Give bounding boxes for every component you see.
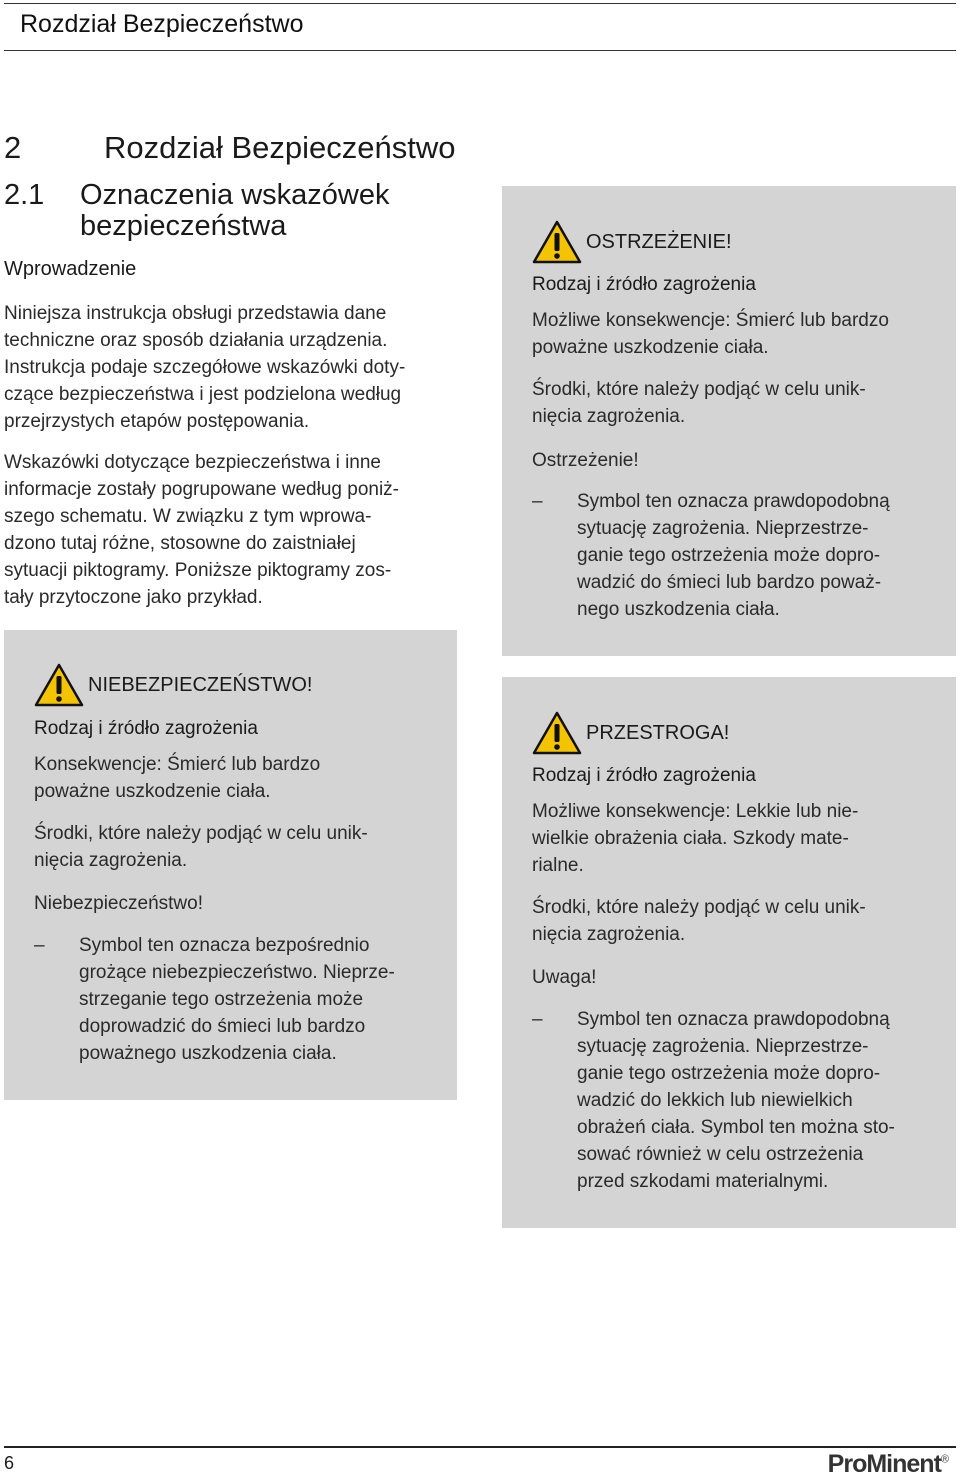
header-underline <box>4 50 956 51</box>
consequences-text <box>532 307 889 361</box>
signal-text: Ostrzeżenie! <box>532 450 639 471</box>
hazard-type-heading: Rodzaj i źródło zagrożenia <box>34 718 258 739</box>
intro-paragraph-2 <box>4 449 449 611</box>
text-line: doprowadzić do śmieci lub bardzo <box>79 1016 366 1037</box>
text-line: strzeganie tego ostrzeżenia może <box>79 989 364 1010</box>
measures-text <box>532 894 866 948</box>
text-line: poważne uszkodzenie ciała. <box>532 337 769 358</box>
registered-mark: ® <box>940 1453 948 1466</box>
measures-text <box>34 820 368 874</box>
text-line: sować również w celu ostrzeżenia <box>577 1144 864 1165</box>
caution-signal-word: PRZESTROGA! <box>586 721 730 744</box>
running-header: Rozdział Bezpieczeństwo <box>20 10 304 38</box>
intro-label: Wprowadzenie <box>4 258 137 280</box>
text-line: Środki, które należy podjąć w celu unik- <box>34 823 368 844</box>
text-line: grożące niebezpieczeństwo. Nieprze- <box>79 962 395 983</box>
text-line: szego schematu. W związku z tym wprowa- <box>4 506 372 527</box>
text-line: obrażeń ciała. Symbol ten można sto- <box>577 1117 895 1138</box>
dash-marker: – <box>532 491 543 512</box>
text-line: Możliwe konsekwencje: Śmierć lub bardzo <box>532 310 889 331</box>
text-line: przed szkodami materialnymi. <box>577 1171 829 1192</box>
bullet-item <box>532 488 952 628</box>
text-line: wadzić do lekkich lub niewielkich <box>577 1090 853 1111</box>
text-line: Instrukcja podaje szczegółowe wskazówki doty- <box>4 357 406 378</box>
text-line: nięcia zagrożenia. <box>532 406 686 427</box>
text-line: ganie tego ostrzeżenia może dopro- <box>577 1063 881 1084</box>
caution-box <box>502 677 956 1228</box>
text-line: Możliwe konsekwencje: Lekkie lub nie- <box>532 801 859 822</box>
bullet-text <box>577 1006 895 1195</box>
warning-triangle-icon <box>532 220 582 264</box>
text-line: wadzić do śmieci lub bardzo poważ- <box>577 572 882 593</box>
text-line: Symbol ten oznacza prawdopodobną <box>577 1009 890 1030</box>
brand-logo-text: ProMinent <box>827 1450 941 1478</box>
text-line: tały przytoczone jako przykład. <box>4 587 263 608</box>
text-line: Konsekwencje: Śmierć lub bardzo <box>34 754 321 775</box>
hazard-type-heading: Rodzaj i źródło zagrożenia <box>532 765 756 786</box>
warning-box-header <box>532 220 732 264</box>
text-line: Środki, które należy podjąć w celu unik- <box>532 897 866 918</box>
text-line: Symbol ten oznacza prawdopodobną <box>577 491 890 512</box>
text-line: Środki, które należy podjąć w celu unik- <box>532 379 866 400</box>
dash-marker: – <box>532 1009 543 1030</box>
section-heading <box>4 180 464 244</box>
text-line: poważnego uszkodzenia ciała. <box>79 1043 337 1064</box>
text-line: wielkie obrażenia ciała. Szkody mate- <box>532 828 849 849</box>
text-line: informacje zostały pogrupowane według poniż- <box>4 479 400 500</box>
bullet-item <box>34 932 454 1072</box>
warning-signal-word: OSTRZEŻENIE! <box>586 230 732 253</box>
text-line: nięcia zagrożenia. <box>532 924 686 945</box>
text-line: Symbol ten oznacza bezpośrednio <box>79 935 370 956</box>
warning-triangle-icon <box>34 663 84 707</box>
caution-box-header <box>532 711 729 755</box>
text-line: przejrzystych etapów postępowania. <box>4 411 310 432</box>
page-number: 6 <box>4 1453 15 1473</box>
text-line: ganie tego ostrzeżenia może dopro- <box>577 545 881 566</box>
text-line: sytuacji piktogramy. Poniższe piktogramy zos- <box>4 560 392 581</box>
text-line: dzono tutaj różne, stosowne do zaistniałej <box>4 533 356 554</box>
text-line: Wskazówki dotyczące bezpieczeństwa i inne <box>4 452 382 473</box>
chapter-number: 2 <box>4 130 22 165</box>
measures-text <box>532 376 866 430</box>
bullet-item <box>532 1006 952 1201</box>
footer-rule <box>4 1446 956 1448</box>
text-line: rialne. <box>532 855 584 876</box>
text-line: sytuację zagrożenia. Nieprzestrze- <box>577 518 869 539</box>
text-line: nięcia zagrożenia. <box>34 850 188 871</box>
warning-box <box>502 186 956 656</box>
chapter-title: Rozdział Bezpieczeństwo <box>104 130 456 165</box>
text-line: sytuację zagrożenia. Nieprzestrze- <box>577 1036 869 1057</box>
brand-logo <box>828 1450 948 1479</box>
header-rule <box>4 3 956 4</box>
danger-box-header <box>34 663 312 707</box>
text-line: Niniejsza instrukcja obsługi przedstawia dane <box>4 303 387 324</box>
consequences-text <box>34 751 320 805</box>
danger-box <box>4 630 457 1100</box>
bullet-text <box>79 932 395 1067</box>
bullet-text <box>577 488 890 623</box>
signal-text: Niebezpieczeństwo! <box>34 893 203 914</box>
signal-text: Uwaga! <box>532 967 597 988</box>
chapter-heading <box>4 130 456 166</box>
intro-paragraph-1 <box>4 300 449 435</box>
hazard-type-heading: Rodzaj i źródło zagrożenia <box>532 274 756 295</box>
danger-signal-word: NIEBEZPIECZEŃSTWO! <box>88 673 313 696</box>
text-line: poważne uszkodzenie ciała. <box>34 781 271 802</box>
warning-triangle-icon <box>532 711 582 755</box>
text-line: techniczne oraz sposób działania urządzenia. <box>4 330 388 351</box>
consequences-text <box>532 798 858 879</box>
section-title: Oznaczenia wskazówek bezpieczeństwa <box>80 179 390 242</box>
dash-marker: – <box>34 935 45 956</box>
text-line: czące bezpieczeństwa i jest podzielona według <box>4 384 402 405</box>
section-number: 2.1 <box>4 179 45 211</box>
text-line: nego uszkodzenia ciała. <box>577 599 780 620</box>
